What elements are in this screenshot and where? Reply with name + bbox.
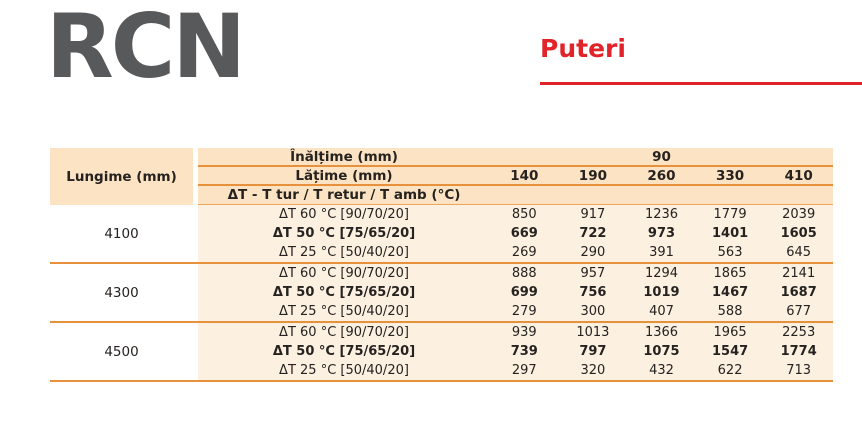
width-label: Lățime (mm) (295, 167, 393, 184)
value-cell: 1013 (576, 325, 610, 340)
row-label: ΔT 60 °C [90/70/20] (279, 266, 409, 281)
value-cell: 432 (649, 363, 674, 378)
row-label: ΔT 60 °C [90/70/20] (279, 325, 409, 340)
value-cell: 722 (579, 226, 607, 241)
value-cell: 888 (511, 266, 537, 281)
value-cell: 957 (580, 266, 606, 281)
value-cell: 669 (510, 226, 538, 241)
table-row-dt60 (198, 323, 833, 342)
value-cell: 797 (579, 344, 607, 359)
brand-logo: RCN (46, 0, 243, 98)
table-group-4100 (50, 205, 833, 264)
delta-header-row (198, 186, 833, 204)
row-label: ΔT 60 °C [90/70/20] (279, 207, 409, 222)
value-cell: 1019 (643, 285, 680, 300)
value-cell: 645 (786, 245, 812, 260)
table-group-4500 (50, 323, 833, 382)
width-value: 140 (510, 167, 539, 184)
row-label: ΔT 50 °C [75/65/20] (272, 285, 416, 300)
power-table (50, 148, 833, 382)
length-cell: 4500 (50, 323, 193, 380)
row-label: ΔT 50 °C [75/65/20] (272, 226, 416, 241)
table-row-dt50 (198, 283, 833, 302)
table-row-dt60 (198, 205, 833, 224)
table-header-right-block (198, 148, 833, 205)
value-cell: 269 (511, 245, 537, 260)
value-cell: 1236 (644, 207, 679, 222)
value-cell: 973 (647, 226, 676, 241)
section-title: Puteri (540, 34, 626, 63)
length-cell: 4300 (50, 264, 193, 321)
value-cell: 1774 (780, 344, 817, 359)
value-cell: 2141 (782, 266, 816, 281)
value-cell: 2039 (782, 207, 816, 222)
value-cell: 1366 (644, 325, 679, 340)
value-cell: 1865 (713, 266, 747, 281)
table-row-dt50 (198, 224, 833, 243)
width-value: 410 (784, 167, 813, 184)
value-cell: 297 (511, 363, 537, 378)
value-cell: 1075 (643, 344, 680, 359)
group-values-block (198, 264, 833, 321)
value-cell: 588 (717, 304, 743, 319)
height-label: Înălțime (mm) (290, 148, 398, 165)
value-cell: 1687 (780, 285, 817, 300)
value-cell: 279 (511, 304, 537, 319)
row-label: ΔT 25 °C [50/40/20] (279, 245, 409, 260)
table-header (50, 148, 833, 205)
table-row-dt50 (198, 342, 833, 361)
row-label: ΔT 50 °C [75/65/20] (272, 344, 416, 359)
value-cell: 563 (717, 245, 743, 260)
value-cell: 1965 (713, 325, 747, 340)
table-group-4300 (50, 264, 833, 323)
value-cell: 1605 (780, 226, 817, 241)
row-label: ΔT 25 °C [50/40/20] (279, 304, 409, 319)
value-cell: 1294 (644, 266, 679, 281)
value-cell: 622 (717, 363, 743, 378)
height-value: 90 (652, 148, 671, 165)
row-label: ΔT 25 °C [50/40/20] (279, 363, 409, 378)
value-cell: 1547 (711, 344, 749, 359)
value-cell: 1779 (713, 207, 747, 222)
width-value: 190 (578, 167, 607, 184)
delta-header-label: ΔT - T tur / T retur / T amb (°C) (227, 187, 461, 203)
value-cell: 939 (511, 325, 537, 340)
table-row-dt25 (198, 302, 833, 321)
length-column-header: Lungime (mm) (50, 148, 193, 205)
value-cell: 756 (579, 285, 607, 300)
value-cell: 2253 (782, 325, 816, 340)
value-cell: 407 (649, 304, 674, 319)
width-value: 330 (715, 167, 745, 184)
table-row-dt60 (198, 264, 833, 283)
value-cell: 739 (510, 344, 538, 359)
table-row-dt25 (198, 243, 833, 262)
value-cell: 300 (580, 304, 606, 319)
width-header-row (198, 167, 833, 186)
height-header-row (198, 148, 833, 167)
group-values-block (198, 205, 833, 262)
value-cell: 1401 (711, 226, 749, 241)
section-title-underline (540, 82, 862, 85)
table-row-dt25 (198, 361, 833, 380)
value-cell: 1467 (711, 285, 749, 300)
value-cell: 391 (649, 245, 674, 260)
value-cell: 917 (580, 207, 606, 222)
value-cell: 850 (511, 207, 537, 222)
width-value: 260 (647, 167, 676, 184)
group-values-block (198, 323, 833, 380)
value-cell: 713 (786, 363, 812, 378)
value-cell: 677 (786, 304, 812, 319)
length-cell: 4100 (50, 205, 193, 262)
value-cell: 290 (580, 245, 606, 260)
value-cell: 699 (510, 285, 538, 300)
value-cell: 320 (580, 363, 606, 378)
